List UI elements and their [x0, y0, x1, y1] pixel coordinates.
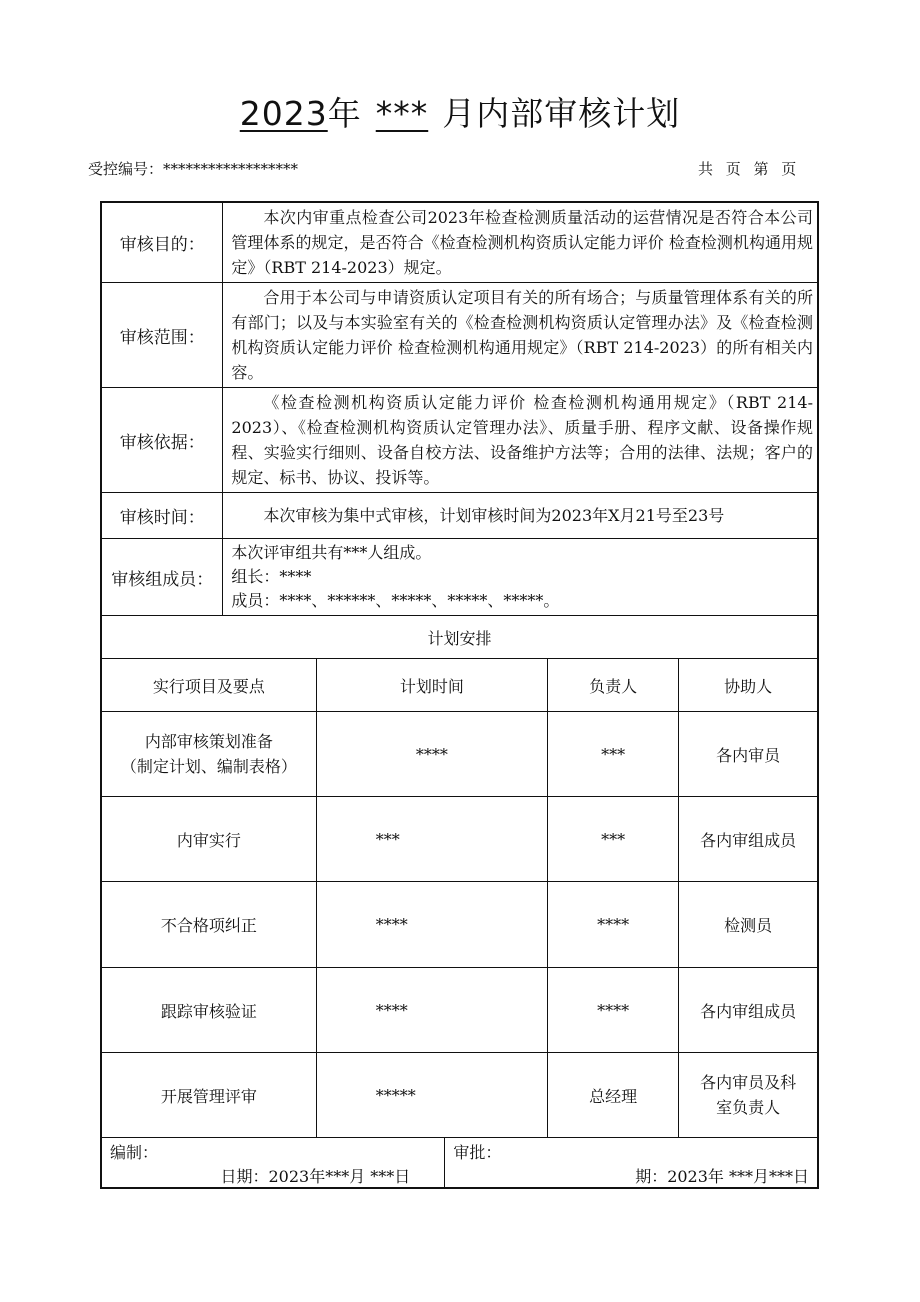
time-label: 审核时间： — [101, 493, 223, 539]
plan-item — [101, 712, 316, 797]
plan-item-sub: （制定计划、编制表格） — [120, 757, 297, 776]
approved-label: 审批： — [453, 1143, 502, 1163]
plan-time: ***** — [316, 1053, 547, 1138]
members-leader: 组长：**** — [231, 567, 312, 586]
plan-row — [101, 882, 818, 968]
plan-item: 不合格项纠正 — [101, 882, 316, 968]
plan-row — [101, 968, 818, 1053]
plan-assist: 各内审员 — [679, 712, 818, 797]
members-label: 审核组成员： — [101, 539, 223, 616]
members-list: 成员：****、******、*****、*****、*****。 — [231, 591, 560, 610]
purpose-label: 审核目的： — [101, 202, 223, 283]
scope-label: 审核范围： — [101, 283, 223, 388]
header-assist: 协助人 — [679, 659, 818, 712]
plan-section-title: 计划安排 — [101, 616, 818, 659]
approved-date: 期：2023年 ***月***日 — [635, 1167, 809, 1187]
plan-owner: *** — [547, 797, 678, 882]
control-number-label: 受控编号： — [88, 160, 164, 178]
plan-item: 跟踪审核验证 — [101, 968, 316, 1053]
plan-time: **** — [316, 882, 547, 968]
plan-section-row — [101, 616, 818, 659]
header-item: 实行项目及要点 — [101, 659, 316, 712]
plan-time: *** — [316, 797, 547, 882]
time-row — [101, 493, 818, 539]
plan-header-row — [101, 659, 818, 712]
header-owner: 负责人 — [547, 659, 678, 712]
time-text: 本次审核为集中式审核，计划审核时间为2023年X月21号至23号 — [223, 493, 818, 539]
plan-time: **** — [316, 712, 547, 797]
prepared-date: 日期：2023年***月 ***日 — [220, 1167, 411, 1187]
page-title — [0, 88, 920, 135]
basis-text: 《检查检测机构资质认定能力评价 检查检测机构通用规定》（RBT 214-2023）、《检查检测机构资质认定管理办法》、质量手册、程序文献、设备操作规程、实验实行细则、设备自校方法、设备维护方法等；合用的法律、法规；客户的规定、标书、协议、投诉等。 — [223, 388, 818, 493]
control-number — [88, 158, 298, 179]
plan-item-main: 内部审核策划准备 — [144, 732, 273, 751]
sign-row — [101, 1138, 818, 1188]
plan-row — [101, 797, 818, 882]
purpose-row — [101, 202, 818, 283]
plan-assist-line: 各内审员及科 — [700, 1073, 797, 1092]
audit-plan-table — [100, 201, 819, 1189]
plan-item: 内审实行 — [101, 797, 316, 882]
title-year: 2023 — [239, 94, 328, 133]
members-row — [101, 539, 818, 616]
plan-assist-line: 室负责人 — [716, 1098, 781, 1117]
plan-time: **** — [316, 968, 547, 1053]
scope-text: 合用于本公司与申请资质认定项目有关的所有场合；与质量管理体系有关的所有部门；以及与本实验室有关的《检查检测机构资质认定管理办法》及《检查检测机构资质认定能力评价 检查检测机构通用规定》（RBT 214-2023）的所有相关内容。 — [223, 283, 818, 388]
prepared-label: 编制： — [110, 1143, 159, 1163]
plan-row — [101, 1053, 818, 1138]
scope-row — [101, 283, 818, 388]
prepared-cell — [101, 1138, 445, 1188]
plan-assist: 各内审组成员 — [679, 797, 818, 882]
page-count: 共 页 第 页 — [698, 160, 797, 178]
header-time: 计划时间 — [316, 659, 547, 712]
plan-assist: 检测员 — [679, 882, 818, 968]
title-month: *** — [375, 94, 429, 133]
plan-owner: **** — [547, 882, 678, 968]
basis-label: 审核依据： — [101, 388, 223, 493]
plan-item: 开展管理评审 — [101, 1053, 316, 1138]
members-text — [223, 539, 818, 616]
purpose-text: 本次内审重点检查公司2023年检查检测质量活动的运营情况是否符合本公司管理体系的规定，是否符合《检查检测机构资质认定能力评价 检查检测机构通用规定》（RBT 214-2023）规定。 — [223, 202, 818, 283]
title-year-suffix: 年 — [327, 94, 362, 133]
plan-assist — [679, 1053, 818, 1138]
control-number-value: ****************** — [163, 160, 299, 178]
plan-assist: 各内审组成员 — [679, 968, 818, 1053]
plan-row — [101, 712, 818, 797]
plan-owner: 总经理 — [547, 1053, 678, 1138]
plan-owner: **** — [547, 968, 678, 1053]
members-line: 本次评审组共有***人组成。 — [231, 543, 432, 562]
basis-row — [101, 388, 818, 493]
approved-cell — [445, 1138, 818, 1188]
plan-owner: *** — [547, 712, 678, 797]
title-rest: 月内部审核计划 — [442, 94, 681, 133]
